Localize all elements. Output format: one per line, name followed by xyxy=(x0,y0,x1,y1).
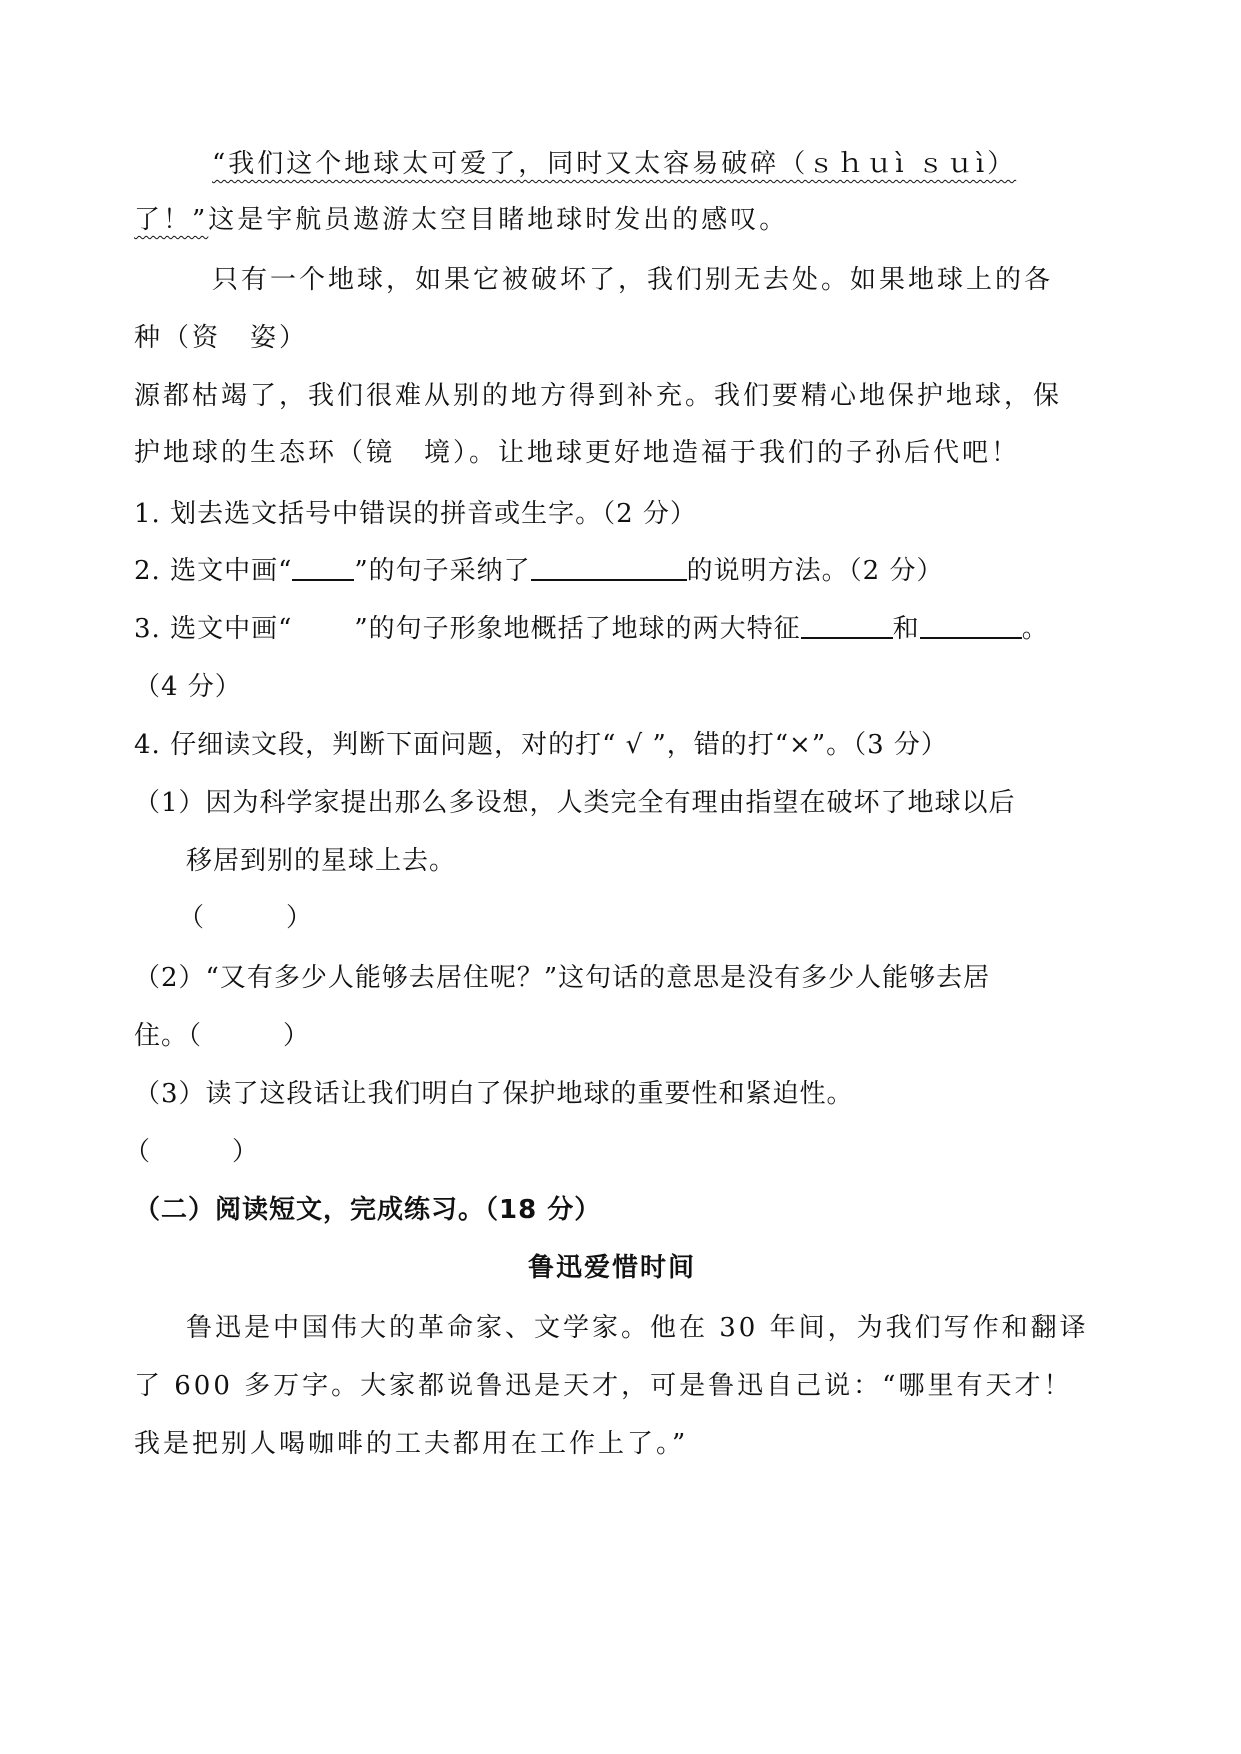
passage-line-2-rest: 这是宇航员遨游太空目睹地球时发出的感叹。 xyxy=(208,205,789,235)
article-line-3: 我是把别人喝咖啡的工夫都用在工作上了。” xyxy=(134,1429,689,1459)
answer-blank-feature-1[interactable] xyxy=(801,611,893,639)
passage-line-1: “我们这个地球太可爱了，同时又太容易破碎（ｓｈｕì ｓｕì） xyxy=(212,149,1017,179)
question-4-3-line-1: （3）读了这段话让我们明白了保护地球的重要性和紧迫性。 xyxy=(134,1079,854,1109)
question-4-1-line-2: 移居到别的星球上去。 xyxy=(186,846,457,876)
question-4-2-line-1: （2）“又有多少人能够去居住呢？”这句话的意思是没有多少人能够去居 xyxy=(134,963,991,993)
article-title: 鲁迅爱惜时间 xyxy=(528,1253,697,1283)
section-2-heading: （二）阅读短文，完成练习。（18 分） xyxy=(134,1195,602,1225)
straight-underline-sample xyxy=(292,553,354,581)
question-2 xyxy=(134,553,943,589)
question-1: 1. 划去选文括号中错误的拼音或生字。（2 分） xyxy=(134,499,697,529)
question-2-middle: ”的句子采纳了 xyxy=(354,556,531,586)
passage-line-5: 源都枯竭了，我们很难从别的地方得到补充。我们要精心地保护地球，保 xyxy=(134,381,1063,411)
question-2-prefix: 2. 选文中画“ xyxy=(134,556,293,586)
question-4-1-answer[interactable]: （ ） xyxy=(178,903,314,933)
passage-line-2 xyxy=(134,202,788,238)
question-3-score: （4 分） xyxy=(134,672,242,702)
question-4: 4. 仔细读文段，判断下面问题，对的打“ √ ”，错的打“×”。（3 分） xyxy=(134,730,948,760)
wavy-underline-sample xyxy=(292,613,354,633)
passage-line-4: 种（资 姿） xyxy=(134,323,309,353)
article-line-1: 鲁迅是中国伟大的革命家、文学家。他在 30 年间，为我们写作和翻译 xyxy=(186,1313,1089,1343)
question-4-2-line-2: 住。（ ） xyxy=(134,1021,311,1051)
question-3-middle: ”的句子形象地概括了地球的两大特征 xyxy=(354,614,801,644)
question-3-prefix: 3. 选文中画“ xyxy=(134,614,293,644)
passage-line-6: 护地球的生态环（镜 境）。让地球更好地造福于我们的子孙后代吧！ xyxy=(134,438,1021,468)
question-3-and: 和 xyxy=(892,614,920,644)
passage-line-3: 只有一个地球，如果它被破坏了，我们别无去处。如果地球上的各 xyxy=(212,265,1054,295)
article-line-2: 了 600 多万字。大家都说鲁迅是天才，可是鲁迅自己说：“哪里有天才！ xyxy=(134,1371,1073,1401)
question-2-suffix: 的说明方法。（2 分） xyxy=(686,556,944,586)
answer-blank-feature-2[interactable] xyxy=(920,611,1022,639)
passage-line-2-wavy: 了！” xyxy=(134,205,209,235)
answer-blank-method[interactable] xyxy=(531,553,687,581)
question-3-end: 。 xyxy=(1021,614,1049,644)
question-4-1-line-1: （1）因为科学家提出那么多设想，人类完全有理由指望在破坏了地球以后 xyxy=(134,788,1016,818)
question-3 xyxy=(134,611,1049,647)
question-4-3-answer[interactable]: （ ） xyxy=(124,1137,260,1167)
